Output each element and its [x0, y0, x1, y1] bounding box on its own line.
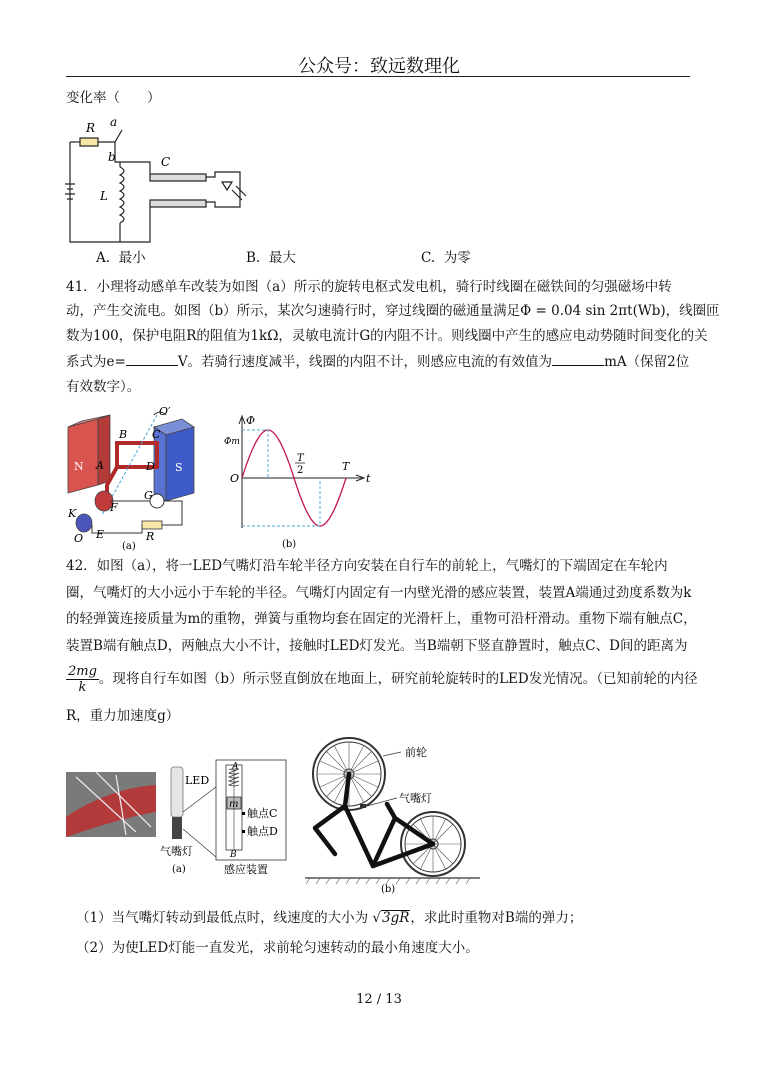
q42-line-1: 42．如图（a），将一LED气嘴灯沿车轮半径方向安装在自行车的前轮上，气嘴灯的下端固定在车轮内 [66, 558, 668, 574]
label-S: S [175, 461, 183, 474]
label-E: E [96, 528, 105, 541]
q40-option-b: B. 最大 [246, 250, 296, 266]
label-C: C [161, 155, 171, 169]
fraction-2mg-over-k: $\frac{2mg}{k}$ [68, 664, 97, 695]
label-O: O [74, 532, 84, 545]
q41-line-5: 有效数字）。 [66, 379, 141, 395]
answer-blank [552, 351, 604, 366]
label-A: A [96, 459, 104, 472]
label-valve-light: 气嘴灯 [160, 845, 193, 858]
q40-prefix: 变化率（ ） [66, 90, 161, 106]
label-R: R [146, 530, 155, 543]
label-valve-light: 气嘴灯 [399, 792, 432, 805]
label-a: a [110, 115, 118, 129]
q42-line-6: R，重力加速度g） [66, 708, 180, 724]
label-R: R [86, 121, 96, 135]
q42-line-4: 装置B端有触点D，两触点大小不计，接触时LED灯发光。当B端朝下竖直静置时，触点C、D间的距离为 [66, 638, 688, 654]
axis-label-t: t [366, 472, 371, 485]
label-K: K [68, 507, 77, 520]
q41-line-2: 动，产生交流电。如图（b）所示，某次匀速骑行时，穿过线圈的磁通量满足Φ = 0.04 sin 2πt(Wb)，线圈匝 [66, 303, 720, 319]
label-b: b [108, 150, 116, 164]
label-B: B [230, 850, 237, 860]
figure-caption-b: (b) [381, 884, 396, 895]
label-T: T [342, 460, 350, 473]
label-contact-D: 触点D [247, 825, 278, 838]
page-number: 12 / 13 [356, 992, 402, 1007]
label-A: A [232, 762, 239, 772]
figure-caption-a: (a) [172, 864, 186, 875]
label-N: N [74, 460, 84, 473]
figure-caption-b: (b) [282, 539, 297, 550]
label-F: F [110, 501, 118, 514]
label-O-prime: O′ [159, 405, 171, 418]
label-front-wheel: 前轮 [405, 746, 427, 759]
label-half-T-num: T [297, 453, 304, 464]
q40-circuit-diagram [60, 112, 260, 247]
q42-line-3: 的轻弹簧连接质量为m的重物，弹簧与重物均套在固定的光滑杆上，重物可沿杆滑动。重物下端有触点C， [66, 611, 697, 627]
answer-blank [126, 351, 178, 366]
axis-label-phi: Φ [246, 414, 256, 427]
label-sensing-device: 感应装置 [224, 863, 268, 876]
label-G: G [144, 489, 153, 502]
figure-caption-a: (a) [122, 541, 136, 551]
label-m: m [229, 799, 239, 810]
label-D: D [146, 460, 155, 473]
label-led: LED [185, 774, 210, 787]
label-half-T-den: 2 [297, 465, 304, 476]
q42-line-2: 圈，气嘴灯的大小远小于车轮的半径。气嘴灯内固定有一内壁光滑的感应装置，装置A端通过劲度系数为k [66, 585, 692, 601]
label-origin: O [230, 472, 240, 485]
label-C: C [152, 428, 161, 441]
q41-generator-figure [62, 405, 212, 551]
q41-line-1: 41．小理将动感单车改装为如图（a）所示的旋转电枢式发电机，骑行时线圈在磁铁间的匀强磁场中转 [66, 279, 672, 295]
q42-subquestion-1: （1）当气嘴灯转动到最低点时，线速度的大小为 √3gR，求此时重物对B端的弹力； [76, 910, 583, 926]
header-divider [66, 76, 690, 77]
q40-option-c: C. 为零 [421, 250, 471, 266]
q42-bicycle-figure [305, 736, 480, 896]
label-B: B [119, 428, 128, 441]
q41-line-3: 数为100，保护电阻R的阻值为1kΩ，灵敏电流计G的内阻不计。则线圈中产生的感应电动势随时间变化的关 [66, 328, 708, 344]
q42-line-5: $\frac{2mg}{k}$ 。现将自行车如图（b）所示竖直倒放在地面上，研究前轮旋转时的LED发光情况。（已知前轮的内径 [68, 664, 698, 695]
label-phi-m: Φm [224, 437, 240, 447]
q42-valve-light-figure [66, 757, 288, 877]
q41-flux-graph [222, 410, 372, 550]
q40-option-a: A. 最小 [96, 250, 146, 266]
label-contact-C: 触点C [247, 807, 278, 820]
label-L: L [100, 189, 108, 203]
q42-subquestion-2: （2）为使LED灯能一直发光，求前轮匀速转动的最小角速度大小。 [76, 940, 479, 956]
page-header-title: 公众号：致远数理化 [298, 56, 460, 77]
q41-line-4: 系式为e= V。若骑行速度减半，线圈的内阻不计，则感应电流的有效值为 mA（保留2位 [66, 349, 689, 375]
